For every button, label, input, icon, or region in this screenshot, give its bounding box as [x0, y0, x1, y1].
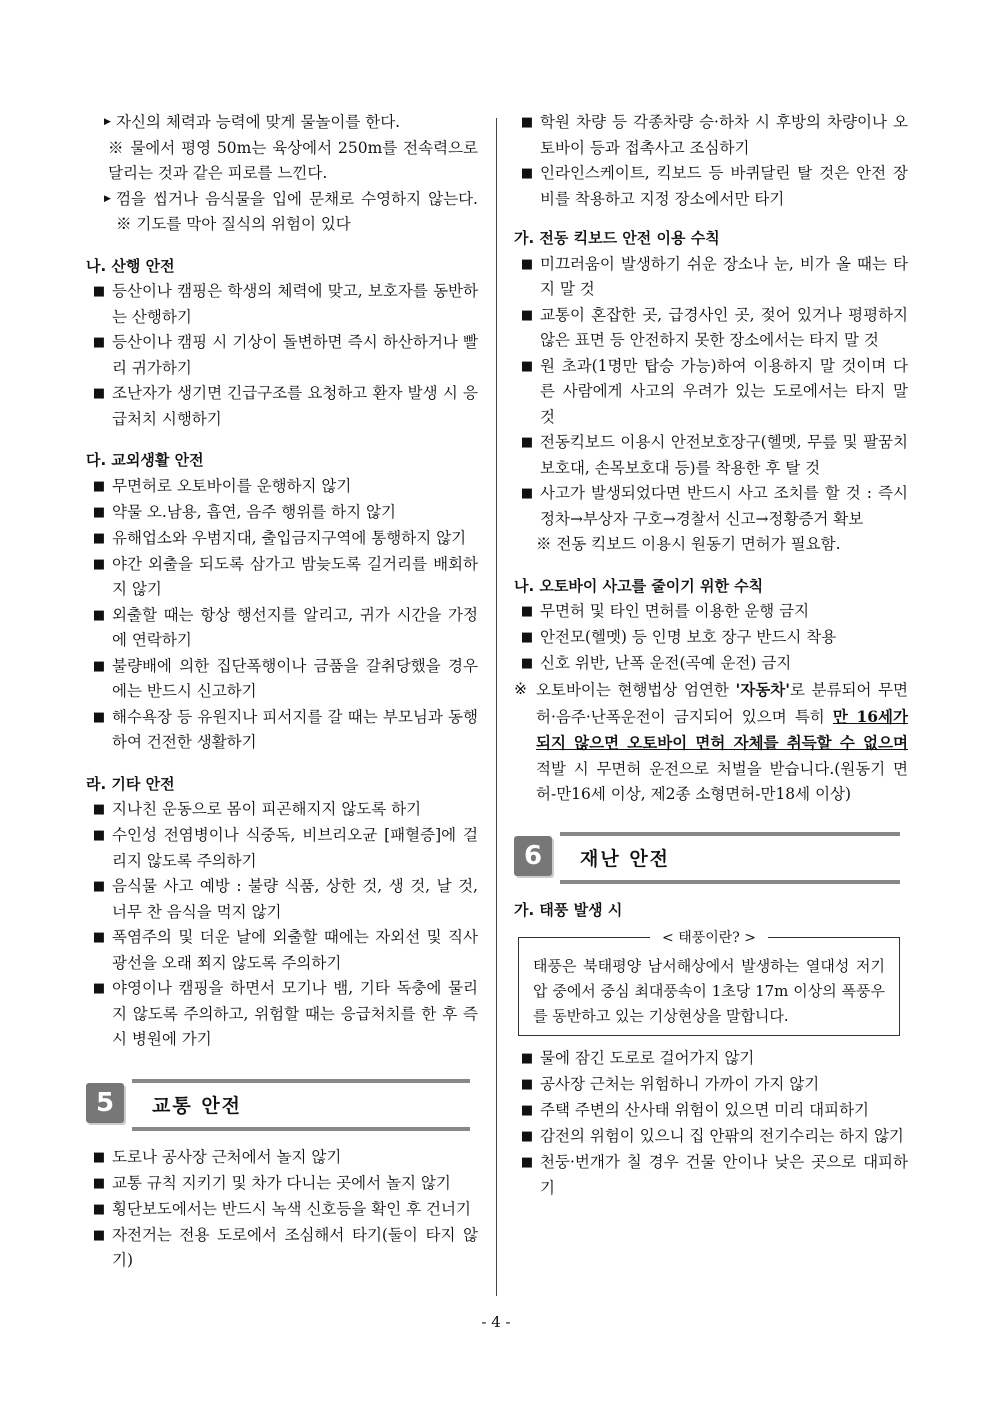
section-heading-hiking: 나. 산행 안전 — [86, 256, 175, 275]
square-bullet-icon: ■ — [92, 709, 106, 725]
list-item — [514, 252, 908, 303]
square-bullet-icon: ■ — [520, 1103, 534, 1118]
square-bullet-icon: ■ — [520, 486, 534, 501]
list-item: ▶ 껌을 씹거나 음식물을 입에 문채로 수영하지 않는다. ※ 기도를 막아 질식의 위험이 있다 — [86, 187, 478, 238]
list-item — [514, 1098, 908, 1124]
header-rule — [132, 1079, 470, 1083]
square-bullet-icon: ■ — [520, 307, 534, 323]
list-item — [514, 1046, 908, 1072]
list-item — [514, 110, 908, 161]
box-text: 태풍은 북태평양 남서해상에서 발생하는 열대성 저기압 중에서 중심 최대풍속이 1초당 17m 이상의 폭풍우를 동반하고 있는 기상현상을 말합니다. — [533, 957, 885, 1025]
list-item-text: 도로나 공사장 근처에서 놀지 않기 — [112, 1147, 342, 1166]
list-item — [86, 705, 478, 756]
list-item-text: 인라인스케이트, 킥보드 등 바퀴달린 탈 것은 안전 장비를 착용하고 지정 장소에서만 타기 — [540, 164, 908, 208]
list-item — [514, 651, 908, 677]
list-item — [514, 1124, 908, 1150]
list-item-text: 미끄러움이 발생하기 쉬운 장소나 눈, 비가 올 때는 타지 말 것 — [540, 254, 908, 298]
list-item-text: 전동킥보드 이용시 안전보호장구(헬멧, 무릎 및 팔꿈치 보호대, 손목보호대 등)를 착용한 후 탈 것 — [540, 433, 908, 477]
square-bullet-icon: ■ — [92, 1201, 106, 1217]
square-bullet-icon: ■ — [92, 530, 106, 546]
list-item — [514, 430, 908, 481]
square-bullet-icon: ■ — [520, 115, 534, 130]
list-item — [86, 925, 478, 976]
section-heading-kickboard: 가. 전동 킥보드 안전 이용 수칙 — [514, 229, 720, 247]
section-number-badge: 6 — [514, 836, 552, 876]
square-bullet-icon: ■ — [92, 504, 106, 520]
list-item — [86, 526, 478, 552]
list-item — [86, 1197, 478, 1223]
left-column — [86, 110, 478, 1274]
square-bullet-icon: ■ — [92, 386, 106, 401]
list-item-text: 불량배에 의한 집단폭행이나 금품을 갈취당했을 경우에는 반드시 신고하기 — [112, 656, 478, 700]
list-item-text: 교통이 혼잡한 곳, 급경사인 곳, 젖어 있거나 평평하지 않은 표면 등 안전하지 못한 장소에서는 타지 말 것 — [540, 305, 908, 349]
list-item — [86, 797, 478, 823]
traffic-safety-list — [86, 1145, 478, 1274]
list-item-text: 수인성 전염병이나 식중독, 비브리오균 [패혈증]에 걸리지 않도록 주의하기 — [112, 826, 478, 870]
list-item-text: 교통 규칙 지키기 및 차가 다니는 곳에서 놀지 않기 — [112, 1173, 451, 1192]
list-item — [86, 1171, 478, 1197]
list-item-text: 물에 잠긴 도로로 걸어가지 않기 — [540, 1049, 755, 1067]
list-item-text: 신호 위반, 난폭 운전(곡예 운전) 금지 — [540, 654, 792, 672]
square-bullet-icon: ■ — [520, 604, 534, 619]
list-item — [514, 599, 908, 625]
list-item-text: 자전거는 전용 도로에서 조심해서 타기(둘이 타지 않기) — [112, 1225, 478, 1269]
typhoon-definition-box — [518, 930, 900, 1036]
square-bullet-icon: ■ — [92, 802, 106, 817]
header-rule — [560, 832, 900, 836]
square-bullet-icon: ■ — [520, 630, 534, 645]
section-6-header — [514, 832, 908, 890]
list-item-text: 횡단보도에서는 반드시 녹색 신호등을 확인 후 건너기 — [112, 1199, 471, 1218]
square-bullet-icon: ■ — [92, 284, 106, 299]
square-bullet-icon: ■ — [520, 256, 534, 272]
list-item-text: 공사장 근처는 위험하니 가까이 가지 않기 — [540, 1075, 820, 1093]
triangle-icon: ▶ — [104, 193, 111, 204]
list-item-text: 주택 주변의 산사태 위험이 있으면 미리 대피하기 — [540, 1101, 870, 1119]
list-item-text: 지나친 운동으로 몸이 피곤해지지 않도록 하기 — [112, 800, 422, 818]
section-heading-typhoon: 가. 태풍 발생 시 — [514, 900, 623, 919]
list-item-text: 폭염주의 및 더운 날에 외출할 때에는 자외선 및 직사광선을 오래 쬐지 않도록 주의하기 — [112, 928, 478, 972]
header-rule — [560, 880, 900, 884]
square-bullet-icon: ■ — [92, 335, 106, 350]
note: ※ 전동 킥보드 이용시 원동기 면허가 필요함. — [536, 535, 841, 553]
list-item — [514, 354, 908, 431]
list-item — [86, 1145, 478, 1171]
list-item — [86, 976, 478, 1053]
kickboard-rules-list — [514, 252, 908, 533]
square-bullet-icon: ■ — [520, 435, 534, 450]
square-bullet-icon: ■ — [92, 981, 106, 996]
list-item-text: 등산이나 캠핑은 학생의 체력에 맞고, 보호자를 동반하는 산행하기 — [112, 282, 478, 326]
list-item — [86, 279, 478, 330]
section-5-header — [86, 1079, 478, 1137]
list-item — [86, 500, 478, 526]
list-item-text: 등산이나 캠핑 시 기상이 돌변하면 즉시 하산하거나 빨리 귀가하기 — [112, 333, 478, 377]
square-bullet-icon: ■ — [520, 1051, 534, 1066]
list-item-text: 무면허 및 타인 면허를 이용한 운행 금지 — [540, 602, 810, 620]
square-bullet-icon: ■ — [92, 607, 106, 623]
outdoor-life-list — [86, 474, 478, 756]
right-column — [514, 110, 908, 1201]
list-item — [514, 481, 908, 532]
list-item-text: 야간 외출을 되도록 삼가고 밤늦도록 길거리를 배회하지 않기 — [112, 554, 478, 598]
list-item — [514, 161, 908, 212]
list-item-text: 음식물 사고 예방 : 불량 식품, 상한 것, 생 것, 날 것, 너무 찬 음식을 먹지 않기 — [112, 877, 478, 921]
list-item-text: 약물 오.남용, 흡연, 음주 행위를 하지 않기 — [112, 502, 396, 521]
square-bullet-icon: ■ — [92, 1149, 106, 1165]
list-item — [86, 552, 478, 603]
square-bullet-icon: ■ — [520, 1129, 534, 1144]
list-item — [86, 654, 478, 705]
section-heading-outdoor: 다. 교외생활 안전 — [86, 451, 204, 469]
square-bullet-icon: ■ — [92, 478, 106, 494]
list-item — [514, 303, 908, 354]
list-item-text: 야영이나 캠핑을 하면서 모기나 뱀, 기타 독충에 물리지 않도록 주의하고, 위험할 때는 응급처치를 한 후 즉시 병원에 가기 — [112, 979, 478, 1048]
typhoon-list — [514, 1046, 908, 1201]
list-item-text: 유해업소와 우범지대, 출입금지구역에 통행하지 않기 — [112, 528, 467, 547]
motorcycle-rules-list — [514, 599, 908, 677]
list-item — [86, 381, 478, 432]
list-item-text: 무면허로 오토바이를 운행하지 않기 — [112, 476, 352, 495]
list-item-text: 학원 차량 등 각종차량 승·하차 시 후방의 차량이나 오토바이 등과 접촉사고 조심하기 — [540, 113, 908, 157]
list-item-text: 안전모(헬멧) 등 인명 보호 장구 반드시 착용 — [540, 628, 837, 646]
list-item — [86, 603, 478, 654]
list-item — [86, 823, 478, 874]
note-text: ※ 물에서 평영 50m는 육상에서 250m를 전속력으로 달리는 것과 같은 피로를 느낀다. — [108, 138, 478, 182]
list-item — [514, 1150, 908, 1201]
square-bullet-icon: ■ — [92, 658, 106, 674]
list-item-text: 조난자가 생기면 긴급구조를 요청하고 환자 발생 시 응급처치 시행하기 — [112, 384, 478, 428]
section-number-badge: 5 — [86, 1083, 124, 1123]
square-bullet-icon: ■ — [92, 828, 106, 843]
list-item-text: 외출할 때는 항상 행선지를 알리고, 귀가 시간을 가정에 연락하기 — [112, 605, 478, 649]
header-rule — [132, 1127, 470, 1131]
square-bullet-icon: ■ — [92, 879, 106, 894]
triangle-icon: ▶ — [104, 117, 111, 127]
section-heading-other: 라. 기타 안전 — [86, 774, 175, 793]
list-item — [514, 625, 908, 651]
square-bullet-icon: ■ — [92, 930, 106, 945]
list-item: ▶ 자신의 체력과 능력에 맞게 물놀이를 한다. — [86, 110, 478, 136]
list-item-text: 원 초과(1명만 탑승 가능)하여 이용하지 말 것이며 다른 사람에게 사고의 우려가 있는 도로에서는 타지 말 것 — [540, 356, 908, 426]
square-bullet-icon: ■ — [92, 1227, 106, 1243]
page-number: - 4 - — [481, 1313, 511, 1331]
square-bullet-icon: ■ — [520, 656, 534, 671]
square-bullet-icon: ■ — [520, 1077, 534, 1092]
section-heading-motorcycle: 나. 오토바이 사고를 줄이기 위한 수칙 — [514, 576, 764, 595]
square-bullet-icon: ■ — [92, 556, 106, 572]
hiking-list — [86, 279, 478, 432]
list-item-text: 천둥·번개가 칠 경우 건물 안이나 낮은 곳으로 대피하기 — [540, 1153, 908, 1197]
list-item-text: 해수욕장 등 유원지나 피서지를 갈 때는 부모님과 동행하여 건전한 생활하기 — [112, 707, 478, 751]
list-item — [86, 474, 478, 500]
list-item — [514, 1072, 908, 1098]
box-title: < 태풍이란? > — [650, 930, 768, 946]
column-divider — [496, 118, 497, 1296]
section-title: 재난 안전 — [580, 847, 671, 870]
other-safety-list — [86, 797, 478, 1053]
list-item — [86, 330, 478, 381]
square-bullet-icon: ■ — [92, 1175, 106, 1191]
list-item-text: 감전의 위험이 있으니 집 안팎의 전기수리는 하지 않기 — [540, 1127, 904, 1145]
list-item-text: 사고가 발생되었다면 반드시 사고 조치를 할 것 : 즉시 정차→부상자 구호→경찰서 신고→정황증거 확보 — [540, 484, 908, 528]
square-bullet-icon: ■ — [520, 1155, 534, 1170]
note: ※ 오토바이는 현행법상 엄연한 '자동차'로 분류되어 무면허·음주·난폭운전이 금지되어 있으며 특히 만 16세가 되지 않으면 오토바이 면허 자체를 취득할 수 없으며 적발 시 무면허 운전으로 처벌을 받습니다.(원동기 면허-만16세 이상, 제2종 소형면허-만18세 이상) — [514, 680, 908, 803]
square-bullet-icon: ■ — [520, 166, 534, 181]
list-item — [86, 874, 478, 925]
list-item — [86, 1223, 478, 1274]
section-title: 교통 안전 — [152, 1094, 243, 1117]
square-bullet-icon: ■ — [520, 358, 534, 374]
vehicle-list — [514, 110, 908, 212]
